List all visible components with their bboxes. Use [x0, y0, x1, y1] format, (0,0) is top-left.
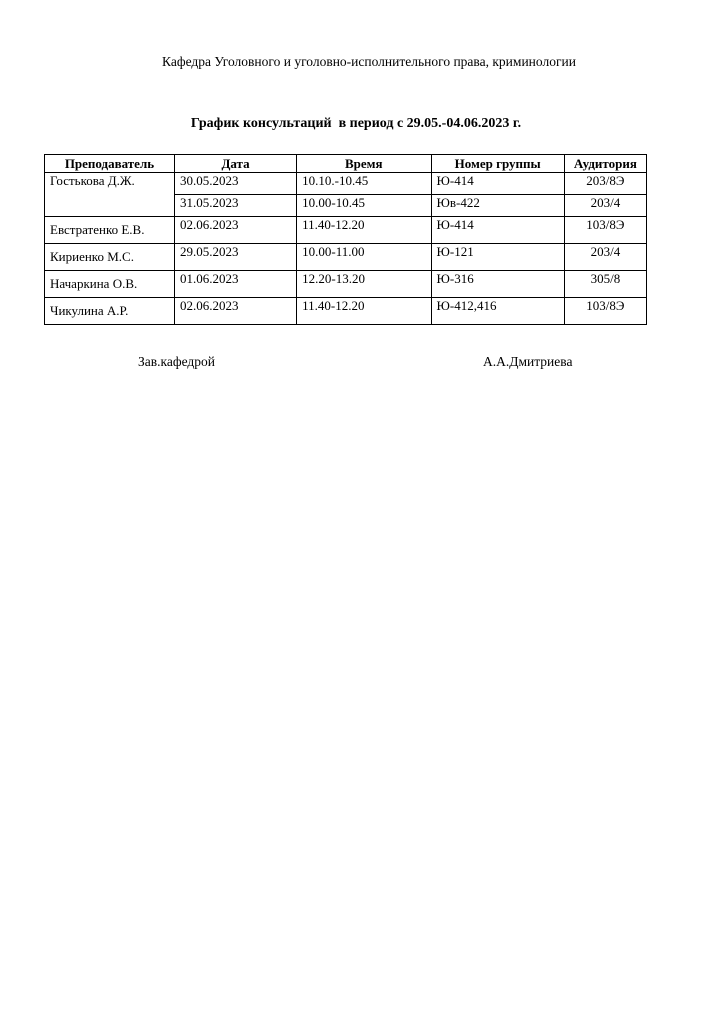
teacher-cell: Кириенко М.С.	[45, 244, 175, 271]
teacher-cell: Чикулина А.Р.	[45, 298, 175, 325]
signatory-name: А.А.Дмитриева	[483, 354, 573, 369]
teacher-cell: Евстратенко Е.В.	[45, 217, 175, 244]
room-cell: 203/8Э	[564, 173, 646, 195]
group-cell: Ю-316	[431, 271, 564, 298]
room-cell: 103/8Э	[564, 217, 646, 244]
time-cell: 10.00-10.45	[297, 195, 431, 217]
group-cell: Ю-412,416	[431, 298, 564, 325]
date-cell: 01.06.2023	[174, 271, 296, 298]
column-header-date: Дата	[174, 155, 296, 173]
date-cell: 30.05.2023	[174, 173, 296, 195]
date-cell: 29.05.2023	[174, 244, 296, 271]
time-cell: 10.10.-10.45	[297, 173, 431, 195]
consultation-schedule-table	[44, 154, 647, 325]
column-header-room: Аудитория	[564, 155, 646, 173]
column-header-group: Номер группы	[431, 155, 564, 173]
group-cell: Юв-422	[431, 195, 564, 217]
date-cell: 02.06.2023	[174, 217, 296, 244]
date-cell: 02.06.2023	[174, 298, 296, 325]
teacher-cell: Начаркина О.В.	[45, 271, 175, 298]
table-row	[45, 271, 647, 298]
column-header-time: Время	[297, 155, 431, 173]
department-name: Кафедра Уголовного и уголовно-исполнительного права, криминологии	[162, 54, 576, 69]
room-cell: 305/8	[564, 271, 646, 298]
time-cell: 12.20-13.20	[297, 271, 431, 298]
signature-position-label: Зав.кафедрой	[138, 354, 216, 369]
room-cell: 203/4	[564, 195, 646, 217]
column-header-teacher: Преподаватель	[45, 155, 175, 173]
table-row	[45, 244, 647, 271]
table-row	[45, 217, 647, 244]
room-cell: 103/8Э	[564, 298, 646, 325]
teacher-cell: Гостькова Д.Ж.	[45, 173, 175, 217]
group-cell: Ю-414	[431, 173, 564, 195]
group-cell: Ю-121	[431, 244, 564, 271]
table-row	[45, 173, 647, 195]
time-cell: 10.00-11.00	[297, 244, 431, 271]
room-cell: 203/4	[564, 244, 646, 271]
time-cell: 11.40-12.20	[297, 217, 431, 244]
document-title: График консультаций в период с 29.05.-04.06.2023 г.	[190, 116, 522, 131]
time-cell: 11.40-12.20	[297, 298, 431, 325]
table-row	[45, 298, 647, 325]
table-header-row	[45, 155, 647, 173]
date-cell: 31.05.2023	[174, 195, 296, 217]
group-cell: Ю-414	[431, 217, 564, 244]
